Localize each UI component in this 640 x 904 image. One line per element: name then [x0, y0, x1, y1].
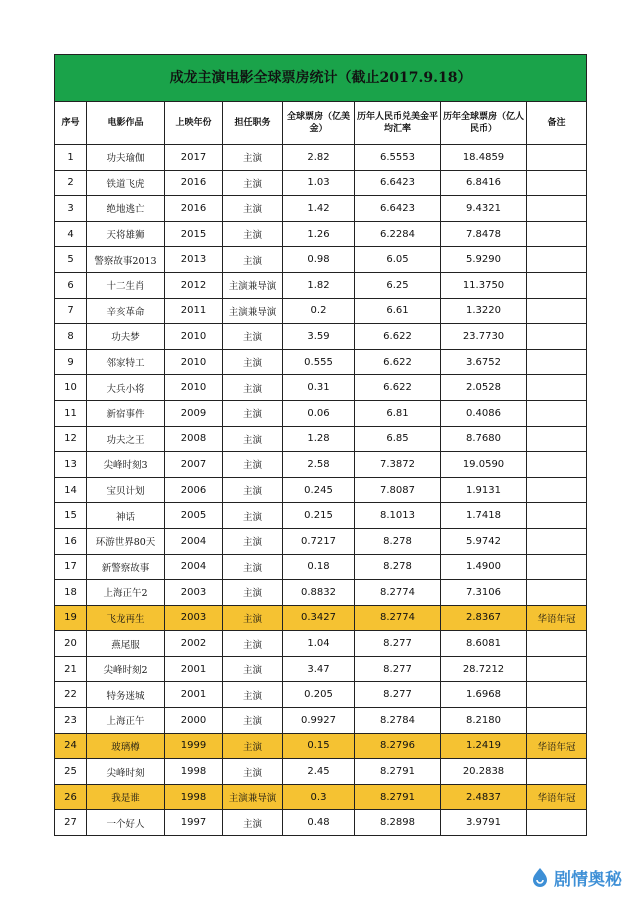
film-title-cell: 尖峰时刻	[87, 759, 165, 785]
table-row	[55, 426, 587, 452]
exchange-rate-cell: 6.5553	[355, 145, 441, 171]
release-year-cell: 1998	[165, 784, 223, 810]
note-cell	[527, 375, 587, 401]
note-cell: 华语年冠	[527, 784, 587, 810]
film-title-cell: 特务迷城	[87, 682, 165, 708]
box-office-usd-cell: 0.7217	[283, 528, 355, 554]
role-cell: 主演兼导演	[223, 272, 283, 298]
box-office-rmb-cell: 2.0528	[441, 375, 527, 401]
release-year-cell: 2013	[165, 247, 223, 273]
exchange-rate-cell: 6.622	[355, 324, 441, 350]
box-office-table	[54, 54, 587, 836]
watermark-logo	[530, 865, 622, 890]
film-title-cell: 燕尾服	[87, 631, 165, 657]
note-cell	[527, 247, 587, 273]
box-office-rmb-cell: 9.4321	[441, 196, 527, 222]
box-office-rmb-cell: 19.0590	[441, 452, 527, 478]
release-year-cell: 2006	[165, 477, 223, 503]
film-title-cell: 我是谁	[87, 784, 165, 810]
release-year-cell: 2007	[165, 452, 223, 478]
box-office-usd-cell: 0.2	[283, 298, 355, 324]
role-cell: 主演	[223, 477, 283, 503]
note-cell	[527, 426, 587, 452]
box-office-rmb-cell: 11.3750	[441, 272, 527, 298]
box-office-rmb-cell: 1.6968	[441, 682, 527, 708]
row-number-cell: 23	[55, 708, 87, 734]
box-office-usd-cell: 2.82	[283, 145, 355, 171]
row-number-cell: 22	[55, 682, 87, 708]
exchange-rate-cell: 7.8087	[355, 477, 441, 503]
box-office-usd-cell: 1.26	[283, 221, 355, 247]
exchange-rate-cell: 8.1013	[355, 503, 441, 529]
exchange-rate-cell: 7.3872	[355, 452, 441, 478]
table-row	[55, 554, 587, 580]
note-cell	[527, 580, 587, 606]
box-office-rmb-cell: 2.8367	[441, 605, 527, 631]
exchange-rate-cell: 8.278	[355, 528, 441, 554]
header-role: 担任职务	[223, 102, 283, 145]
note-cell	[527, 170, 587, 196]
exchange-rate-cell: 8.277	[355, 631, 441, 657]
table-row	[55, 477, 587, 503]
box-office-usd-cell: 2.58	[283, 452, 355, 478]
note-cell	[527, 554, 587, 580]
row-number-cell: 7	[55, 298, 87, 324]
exchange-rate-cell: 8.278	[355, 554, 441, 580]
box-office-rmb-cell: 28.7212	[441, 656, 527, 682]
box-office-usd-cell: 0.205	[283, 682, 355, 708]
note-cell: 华语年冠	[527, 605, 587, 631]
note-cell	[527, 400, 587, 426]
release-year-cell: 2016	[165, 170, 223, 196]
film-title-cell: 邻家特工	[87, 349, 165, 375]
film-title-cell: 绝地逃亡	[87, 196, 165, 222]
box-office-usd-cell: 3.59	[283, 324, 355, 350]
role-cell: 主演	[223, 170, 283, 196]
exchange-rate-cell: 8.277	[355, 682, 441, 708]
table-title: 成龙主演电影全球票房统计（截止2017.9.18）	[55, 55, 587, 102]
header-note: 备注	[527, 102, 587, 145]
release-year-cell: 1997	[165, 810, 223, 836]
row-number-cell: 20	[55, 631, 87, 657]
box-office-usd-cell: 0.98	[283, 247, 355, 273]
film-title-cell: 天将雄狮	[87, 221, 165, 247]
release-year-cell: 2016	[165, 196, 223, 222]
row-number-cell: 4	[55, 221, 87, 247]
role-cell: 主演	[223, 324, 283, 350]
role-cell: 主演	[223, 682, 283, 708]
box-office-rmb-cell: 20.2838	[441, 759, 527, 785]
box-office-usd-cell: 0.18	[283, 554, 355, 580]
role-cell: 主演	[223, 452, 283, 478]
film-title-cell: 上海正午2	[87, 580, 165, 606]
release-year-cell: 2010	[165, 324, 223, 350]
row-number-cell: 13	[55, 452, 87, 478]
exchange-rate-cell: 8.277	[355, 656, 441, 682]
table-row	[55, 196, 587, 222]
exchange-rate-cell: 8.2774	[355, 605, 441, 631]
note-cell	[527, 477, 587, 503]
release-year-cell: 2012	[165, 272, 223, 298]
box-office-usd-cell: 0.3	[283, 784, 355, 810]
header-rate: 历年人民币兑美金平均汇率	[355, 102, 441, 145]
box-office-usd-cell: 1.04	[283, 631, 355, 657]
role-cell: 主演	[223, 221, 283, 247]
note-cell	[527, 810, 587, 836]
box-office-usd-cell: 0.245	[283, 477, 355, 503]
table-row	[55, 631, 587, 657]
release-year-cell: 2001	[165, 682, 223, 708]
logo-icon	[530, 867, 550, 889]
row-number-cell: 9	[55, 349, 87, 375]
exchange-rate-cell: 8.2791	[355, 784, 441, 810]
box-office-rmb-cell: 7.8478	[441, 221, 527, 247]
note-cell	[527, 196, 587, 222]
row-number-cell: 5	[55, 247, 87, 273]
row-number-cell: 12	[55, 426, 87, 452]
exchange-rate-cell: 8.2796	[355, 733, 441, 759]
note-cell	[527, 145, 587, 171]
exchange-rate-cell: 6.622	[355, 375, 441, 401]
watermark-text: 剧情奥秘	[554, 870, 622, 890]
table-row	[55, 759, 587, 785]
role-cell: 主演兼导演	[223, 784, 283, 810]
exchange-rate-cell: 6.622	[355, 349, 441, 375]
table-row	[55, 784, 587, 810]
row-number-cell: 1	[55, 145, 87, 171]
box-office-rmb-cell: 1.2419	[441, 733, 527, 759]
role-cell: 主演	[223, 375, 283, 401]
release-year-cell: 2017	[165, 145, 223, 171]
role-cell: 主演	[223, 426, 283, 452]
header-film: 电影作品	[87, 102, 165, 145]
row-number-cell: 6	[55, 272, 87, 298]
row-number-cell: 10	[55, 375, 87, 401]
release-year-cell: 2002	[165, 631, 223, 657]
box-office-rmb-cell: 1.3220	[441, 298, 527, 324]
box-office-rmb-cell: 2.4837	[441, 784, 527, 810]
release-year-cell: 2003	[165, 580, 223, 606]
box-office-rmb-cell: 5.9742	[441, 528, 527, 554]
role-cell: 主演	[223, 400, 283, 426]
box-office-usd-cell: 1.28	[283, 426, 355, 452]
table-row	[55, 656, 587, 682]
note-cell	[527, 503, 587, 529]
row-number-cell: 26	[55, 784, 87, 810]
note-cell	[527, 759, 587, 785]
box-office-usd-cell: 0.555	[283, 349, 355, 375]
row-number-cell: 18	[55, 580, 87, 606]
film-title-cell: 大兵小将	[87, 375, 165, 401]
note-cell	[527, 656, 587, 682]
film-title-cell: 环游世界80天	[87, 528, 165, 554]
role-cell: 主演	[223, 656, 283, 682]
exchange-rate-cell: 6.6423	[355, 170, 441, 196]
box-office-rmb-cell: 7.3106	[441, 580, 527, 606]
box-office-usd-cell: 0.3427	[283, 605, 355, 631]
release-year-cell: 2008	[165, 426, 223, 452]
film-title-cell: 辛亥革命	[87, 298, 165, 324]
role-cell: 主演	[223, 349, 283, 375]
row-number-cell: 21	[55, 656, 87, 682]
film-title-cell: 神话	[87, 503, 165, 529]
box-office-rmb-cell: 1.7418	[441, 503, 527, 529]
box-office-rmb-cell: 6.8416	[441, 170, 527, 196]
film-title-cell: 尖峰时刻3	[87, 452, 165, 478]
box-office-rmb-cell: 18.4859	[441, 145, 527, 171]
box-office-usd-cell: 0.48	[283, 810, 355, 836]
role-cell: 主演	[223, 554, 283, 580]
exchange-rate-cell: 8.2791	[355, 759, 441, 785]
table-row	[55, 503, 587, 529]
box-office-usd-cell: 1.82	[283, 272, 355, 298]
row-number-cell: 19	[55, 605, 87, 631]
table-row	[55, 452, 587, 478]
release-year-cell: 2009	[165, 400, 223, 426]
exchange-rate-cell: 6.6423	[355, 196, 441, 222]
row-number-cell: 3	[55, 196, 87, 222]
note-cell	[527, 221, 587, 247]
table-row	[55, 810, 587, 836]
release-year-cell: 2010	[165, 349, 223, 375]
table-row	[55, 324, 587, 350]
note-cell	[527, 631, 587, 657]
film-title-cell: 尖峰时刻2	[87, 656, 165, 682]
film-title-cell: 警察故事2013	[87, 247, 165, 273]
row-number-cell: 16	[55, 528, 87, 554]
table-row	[55, 272, 587, 298]
role-cell: 主演	[223, 580, 283, 606]
box-office-usd-cell: 1.42	[283, 196, 355, 222]
release-year-cell: 2005	[165, 503, 223, 529]
box-office-usd-cell: 0.9927	[283, 708, 355, 734]
row-number-cell: 14	[55, 477, 87, 503]
role-cell: 主演	[223, 631, 283, 657]
box-office-usd-cell: 0.215	[283, 503, 355, 529]
note-cell	[527, 349, 587, 375]
table-row	[55, 170, 587, 196]
note-cell	[527, 324, 587, 350]
table-row	[55, 528, 587, 554]
role-cell: 主演兼导演	[223, 298, 283, 324]
exchange-rate-cell: 6.2284	[355, 221, 441, 247]
box-office-rmb-cell: 8.7680	[441, 426, 527, 452]
table-row	[55, 375, 587, 401]
table-row	[55, 580, 587, 606]
box-office-rmb-cell: 3.6752	[441, 349, 527, 375]
table-row	[55, 605, 587, 631]
exchange-rate-cell: 8.2774	[355, 580, 441, 606]
release-year-cell: 2004	[165, 554, 223, 580]
note-cell: 华语年冠	[527, 733, 587, 759]
table-row	[55, 708, 587, 734]
release-year-cell: 1999	[165, 733, 223, 759]
release-year-cell: 1998	[165, 759, 223, 785]
release-year-cell: 2010	[165, 375, 223, 401]
box-office-usd-cell: 0.15	[283, 733, 355, 759]
film-title-cell: 新宿事件	[87, 400, 165, 426]
exchange-rate-cell: 6.81	[355, 400, 441, 426]
table-row	[55, 682, 587, 708]
film-title-cell: 一个好人	[87, 810, 165, 836]
table-row	[55, 733, 587, 759]
exchange-rate-cell: 8.2784	[355, 708, 441, 734]
exchange-rate-cell: 6.05	[355, 247, 441, 273]
note-cell	[527, 682, 587, 708]
release-year-cell: 2001	[165, 656, 223, 682]
box-office-rmb-cell: 0.4086	[441, 400, 527, 426]
role-cell: 主演	[223, 759, 283, 785]
row-number-cell: 2	[55, 170, 87, 196]
release-year-cell: 2004	[165, 528, 223, 554]
release-year-cell: 2003	[165, 605, 223, 631]
film-title-cell: 功夫梦	[87, 324, 165, 350]
role-cell: 主演	[223, 196, 283, 222]
exchange-rate-cell: 6.25	[355, 272, 441, 298]
exchange-rate-cell: 6.61	[355, 298, 441, 324]
box-office-rmb-cell: 1.4900	[441, 554, 527, 580]
row-number-cell: 24	[55, 733, 87, 759]
role-cell: 主演	[223, 247, 283, 273]
row-number-cell: 25	[55, 759, 87, 785]
box-office-usd-cell: 0.8832	[283, 580, 355, 606]
film-title-cell: 功夫瑜伽	[87, 145, 165, 171]
box-office-usd-cell: 0.06	[283, 400, 355, 426]
note-cell	[527, 708, 587, 734]
release-year-cell: 2011	[165, 298, 223, 324]
table-row	[55, 221, 587, 247]
box-office-rmb-cell: 8.6081	[441, 631, 527, 657]
release-year-cell: 2000	[165, 708, 223, 734]
film-title-cell: 十二生肖	[87, 272, 165, 298]
role-cell: 主演	[223, 528, 283, 554]
header-usd: 全球票房（亿美金）	[283, 102, 355, 145]
table-row	[55, 400, 587, 426]
header-no: 序号	[55, 102, 87, 145]
table-row	[55, 247, 587, 273]
row-number-cell: 27	[55, 810, 87, 836]
note-cell	[527, 452, 587, 478]
role-cell: 主演	[223, 503, 283, 529]
role-cell: 主演	[223, 810, 283, 836]
header-rmb: 历年全球票房（亿人民币）	[441, 102, 527, 145]
row-number-cell: 11	[55, 400, 87, 426]
note-cell	[527, 272, 587, 298]
header-year: 上映年份	[165, 102, 223, 145]
box-office-rmb-cell: 1.9131	[441, 477, 527, 503]
film-title-cell: 铁道飞虎	[87, 170, 165, 196]
role-cell: 主演	[223, 145, 283, 171]
table-row	[55, 298, 587, 324]
role-cell: 主演	[223, 708, 283, 734]
row-number-cell: 8	[55, 324, 87, 350]
exchange-rate-cell: 6.85	[355, 426, 441, 452]
table-body	[55, 145, 587, 836]
row-number-cell: 15	[55, 503, 87, 529]
box-office-usd-cell: 0.31	[283, 375, 355, 401]
table-row	[55, 349, 587, 375]
header-row	[55, 102, 587, 145]
box-office-usd-cell: 3.47	[283, 656, 355, 682]
release-year-cell: 2015	[165, 221, 223, 247]
note-cell	[527, 528, 587, 554]
film-title-cell: 上海正午	[87, 708, 165, 734]
exchange-rate-cell: 8.2898	[355, 810, 441, 836]
role-cell: 主演	[223, 733, 283, 759]
row-number-cell: 17	[55, 554, 87, 580]
film-title-cell: 新警察故事	[87, 554, 165, 580]
film-title-cell: 飞龙再生	[87, 605, 165, 631]
film-title-cell: 玻璃樽	[87, 733, 165, 759]
box-office-usd-cell: 2.45	[283, 759, 355, 785]
box-office-rmb-cell: 5.9290	[441, 247, 527, 273]
box-office-rmb-cell: 23.7730	[441, 324, 527, 350]
box-office-usd-cell: 1.03	[283, 170, 355, 196]
role-cell: 主演	[223, 605, 283, 631]
film-title-cell: 宝贝计划	[87, 477, 165, 503]
box-office-rmb-cell: 8.2180	[441, 708, 527, 734]
note-cell	[527, 298, 587, 324]
film-title-cell: 功夫之王	[87, 426, 165, 452]
table-row	[55, 145, 587, 171]
box-office-rmb-cell: 3.9791	[441, 810, 527, 836]
